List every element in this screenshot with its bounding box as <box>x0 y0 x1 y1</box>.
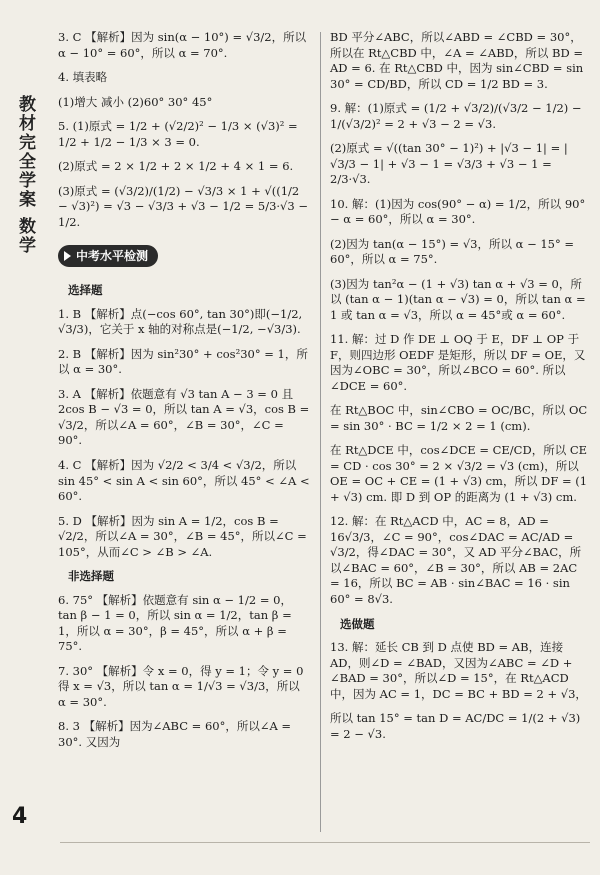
answer-line: BD 平分∠ABC，所以∠ABD = ∠CBD = 30°，所以在 Rt△CBD 中，∠A = ∠ABD，所以 BD = AD = 6. 在 Rt△CBD 中，因为 sin∠CBD = sin 30° = CD/BD，所以 CD = 1/2 BD = 3. <box>330 30 584 91</box>
answer-line: (2)因为 tan(α − 15°) = √3，所以 α − 15° = 60°，所以 α = 75°. <box>330 236 575 267</box>
answer-line: 13. 解：延长 CB 到 D 点使 BD = AB，连接 AD，则∠D = ∠BAD，又因为∠ABC = ∠D + ∠BAD = 30°，所以∠D = 15°，在 Rt△ACD 中，因为 AC = 1，DC = BC + BD = 2 + √3， <box>330 640 587 701</box>
answer-line: 在 Rt△BOC 中，sin∠CBO = OC/BC，所以 OC = sin 30° · BC = 1/2 × 2 = 1 (cm). <box>330 403 588 433</box>
answer-line: 4. C 【解析】因为 √2/2 < 3/4 < √3/2，所以 sin 45° < sin A < sin 60°，所以 45° < ∠A < 60°. <box>58 457 310 504</box>
section-heading-choice: 选择题 <box>68 283 103 298</box>
answer-line: 2. B 【解析】因为 sin²30° + cos²30° = 1，所以 α = 30°. <box>58 346 308 377</box>
answer-line: (1)增大 减小 (2)60° 30° 45° <box>58 94 213 109</box>
page-number: 4 <box>12 804 28 829</box>
answer-line: 在 Rt△DCE 中，cos∠DCE = CE/CD，所以 CE = CD · cos 30° = 2 × √3/2 = √3 (cm)，所以 OE = OC + CE = (1 + √3) cm，所以 DF = (1 + √3) cm. 即 D 到 OP 的距离为 (1 + √3) cm. <box>330 443 588 504</box>
column-divider <box>320 32 321 832</box>
answer-line: 9. 解：(1)原式 = (1/2 + √3/2)/(√3/2 − 1/2) − 1/(√3/2)² = 2 + √3 − 2 = √3. <box>330 101 582 131</box>
answer-line: 5. (1)原式 = 1/2 + (√2/2)² − 1/3 × (√3)² = 1/2 + 1/2 − 1/3 × 3 = 0. <box>58 119 298 149</box>
answer-line: 12. 解：在 Rt△ACD 中，AC = 8，AD = 16√3/3，∠C = 90°，cos∠DAC = AC/AD = √3/2，得∠DAC = 30°，又 AD 平分∠BAC，所以∠BAC = 60°，∠B = 30°，所以 AB = 2AC = 16，所以 BC = AB · sin∠BAC = 16 · sin 60° = 8√3. <box>330 514 582 606</box>
page-bottom-rule <box>60 842 590 843</box>
answer-line: 5. D 【解析】因为 sin A = 1/2，cos B = √2/2，所以∠A = 30°，∠B = 45°，所以∠C = 105°，从而∠C > ∠B > ∠A. <box>58 513 307 559</box>
answer-line: 7. 30° 【解析】令 x = 0，得 y = 1；令 y = 0 得 x = √3，所以 tan α = 1/√3 = √3/3，所以 α = 30°. <box>58 663 304 709</box>
left-column <box>58 30 310 759</box>
answer-line: (3)原式 = (√3/2)/(1/2) − √3/3 × 1 + √((1/2 − √3)²) = √3 − √3/3 + √3 − 1/2 = 5/3·√3 − 1/2. <box>58 183 308 229</box>
section-heading-optional: 选做题 <box>340 616 375 631</box>
play-icon <box>64 251 71 261</box>
answer-line: 11. 解：过 D 作 DE ⊥ OQ 于 E，DF ⊥ OP 于 F，则四边形 OEDF 是矩形，所以 DF = OE，又因为∠OBC = 30°，所以∠BCO = 60°. 所以∠DCE = 60°. <box>330 332 586 393</box>
answer-line: (3)因为 tan²α − (1 + √3) tan α + √3 = 0，所以 (tan α − 1)(tan α − √3) = 0，所以 tan α = 1 或 tan α = √3，所以 α = 45°或 α = 60°. <box>330 276 586 322</box>
answer-line: 8. 3 【解析】因为∠ABC = 60°，所以∠A = 30°. 又因为 <box>58 719 292 749</box>
right-column <box>330 30 590 751</box>
answer-line: 4. 填表略 <box>58 70 108 85</box>
section-badge <box>58 245 158 267</box>
badge-label: 中考水平检测 <box>76 249 149 264</box>
answer-line: (2)原式 = √((tan 30° − 1)²) + |√3 − 1| = |√3/3 − 1| + √3 − 1 = √3/3 + √3 − 1 = 2/3·√3. <box>330 141 568 187</box>
section-heading-nonchoice: 非选择题 <box>68 569 114 584</box>
answer-line: 6. 75° 【解析】依题意有 sin α − 1/2 = 0，tan β − 1 = 0，所以 sin α = 1/2，tan β = 1，所以 α = 30°，β = 45°，所以 α + β = 75°. <box>58 592 292 654</box>
answer-line: 1. B 【解析】点(−cos 60°, tan 30°)即(−1/2, √3/3)，它关于 x 轴的对称点是(−1/2, −√3/3). <box>58 306 303 337</box>
answer-line: 10. 解：(1)因为 cos(90° − α) = 1/2，所以 90° − α = 60°，所以 α = 30°. <box>330 196 586 227</box>
answer-line: 3. A 【解析】依题意有 √3 tan A − 3 = 0 且 2cos B − √3 = 0，所以 tan A = √3，cos B = √3/2，所以∠A = 60°，∠B = 30°，∠C = 90°. <box>58 386 310 448</box>
answer-line: (2)原式 = 2 × 1/2 + 2 × 1/2 + 4 × 1 = 6. <box>58 159 294 174</box>
answer-line: 3. C 【解析】因为 sin(α − 10°) = √3/2，所以 α − 10° = 60°，所以 α = 70°. <box>58 30 307 60</box>
answer-line: 所以 tan 15° = tan D = AC/DC = 1/(2 + √3) = 2 − √3. <box>330 711 581 741</box>
spine-title: 教材完全学案 数学 <box>15 95 35 255</box>
